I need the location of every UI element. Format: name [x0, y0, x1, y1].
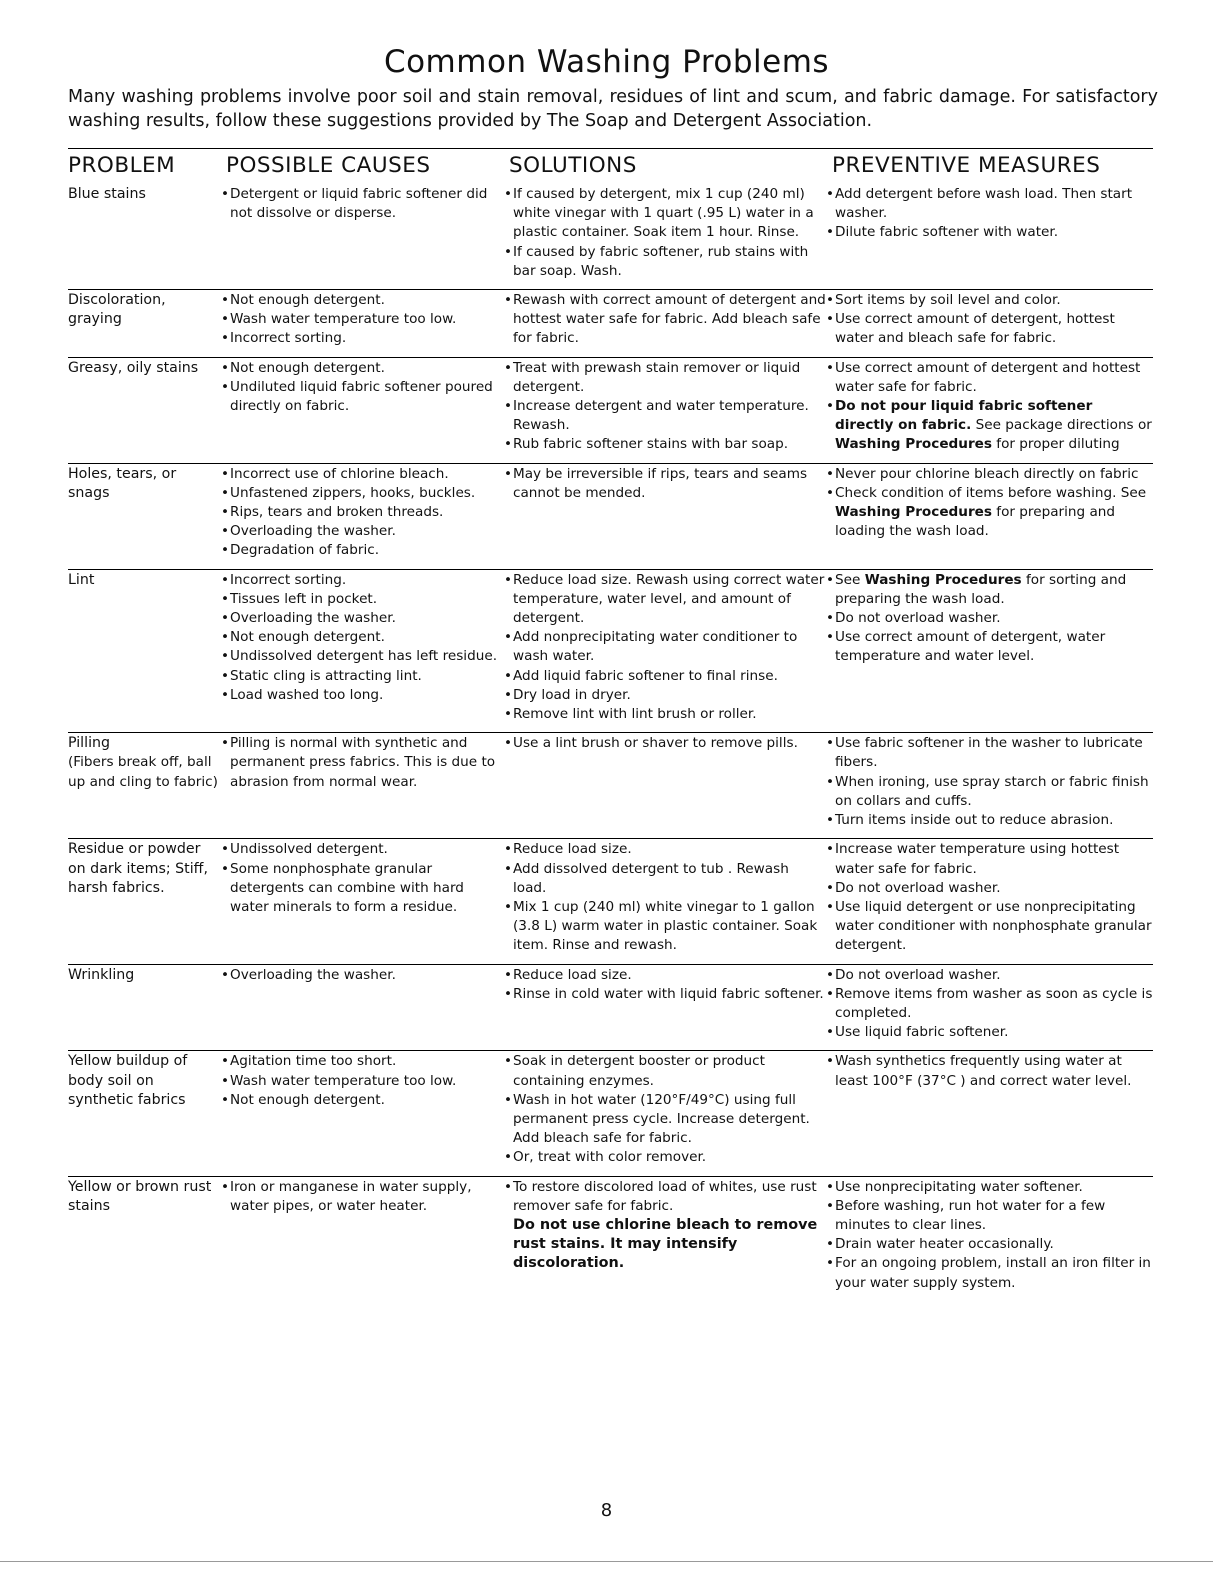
causes-cell [221, 569, 504, 733]
solution-item: • Or, treat with color remover. [504, 1148, 826, 1167]
problem-name: Discoloration, graying [68, 292, 166, 328]
problem-name: Blue stains [68, 186, 146, 202]
cause-item: • Some nonphosphate granular detergents can combine with hard water minerals to form a residue. [221, 860, 504, 918]
preventive-item: • Do not overload washer. [826, 879, 1153, 898]
cause-item: • Detergent or liquid fabric softener did not dissolve or disperse. [221, 185, 504, 223]
page-title: Common Washing Problems [383, 44, 830, 80]
preventive-cell [826, 733, 1153, 839]
solution-warning: Do not use chlorine bleach to remove rust stains. It may intensify discoloration. [513, 1216, 818, 1272]
causes-cell [221, 1176, 504, 1301]
preventive-item: • Use liquid fabric softener. [826, 1023, 1153, 1042]
preventive-item: • When ironing, use spray starch or fabric finish on collars and cuffs. [826, 773, 1153, 811]
preventive-item: • For an ongoing problem, install an iron filter in your water supply system. [826, 1254, 1153, 1292]
preventive-item: • Never pour chlorine bleach directly on fabric [826, 465, 1153, 484]
preventive-cell [826, 463, 1153, 569]
causes-cell [221, 463, 504, 569]
solution-item: • Add liquid fabric softener to final rinse. [504, 667, 826, 686]
preventive-item [826, 484, 1153, 542]
preventive-cell [826, 569, 1153, 733]
preventive-item: • Increase water temperature using hottest water safe for fabric. [826, 840, 1153, 878]
table-row [68, 357, 1153, 463]
solution-item: • Mix 1 cup (240 ml) white vinegar to 1 gallon (3.8 L) warm water in plastic container. Soak item. Rinse and rewash. [504, 898, 826, 956]
causes-cell [221, 733, 504, 839]
cause-item: • Not enough detergent. [221, 291, 504, 310]
preventive-item: • Remove items from washer as soon as cycle is completed. [826, 985, 1153, 1023]
text-span: See package directions or [971, 417, 1152, 434]
table-row [68, 184, 1153, 290]
header-preventive-measures: PREVENTIVE MEASURES [832, 153, 1101, 178]
solution-item: • Remove lint with lint brush or roller. [504, 705, 826, 724]
text-span: for sorting and preparing the wash load. [835, 571, 1127, 607]
solution-item: • To restore discolored load of whites, use rust remover safe for fabric. [504, 1178, 826, 1216]
problem-cell [68, 1051, 221, 1176]
cause-item: • Iron or manganese in water supply, water pipes, or water heater. [221, 1178, 504, 1216]
preventive-item: • Do not overload washer. [826, 609, 1153, 628]
preventive-item: • Do not overload washer. [826, 966, 1153, 985]
solution-item: • Increase detergent and water temperature. Rewash. [504, 397, 826, 435]
cause-item: • Incorrect use of chlorine bleach. [221, 465, 504, 484]
table-row [68, 964, 1153, 1051]
problem-name: Residue or powder on dark items; Stiff, harsh fabrics. [68, 841, 208, 896]
preventive-cell [826, 964, 1153, 1051]
solution-item: • May be irreversible if rips, tears and seams cannot be mended. [504, 465, 826, 503]
causes-cell [221, 184, 504, 290]
cause-item: • Incorrect sorting. [221, 571, 504, 590]
preventive-item: • Add detergent before wash load. Then start washer. [826, 185, 1153, 223]
problem-cell [68, 357, 221, 463]
preventive-item: • Use correct amount of detergent, hottest water and bleach safe for fabric. [826, 310, 1153, 348]
solutions-cell [504, 463, 826, 569]
solutions-cell [504, 1051, 826, 1176]
header-rule [68, 148, 1153, 149]
solutions-cell [504, 964, 826, 1051]
cause-item: • Load washed too long. [221, 686, 504, 705]
causes-cell [221, 290, 504, 358]
table-row [68, 733, 1153, 839]
solutions-cell [504, 839, 826, 964]
table-row [68, 463, 1153, 569]
solution-item: • Reduce load size. Rewash using correct water temperature, water level, and amount of detergent. [504, 571, 826, 629]
problem-cell [68, 463, 221, 569]
cause-item: • Overloading the washer. [221, 522, 504, 541]
preventive-cell [826, 184, 1153, 290]
cause-item: • Incorrect sorting. [221, 329, 504, 348]
solutions-cell [504, 290, 826, 358]
problem-name: Yellow or brown rust stains [68, 1178, 212, 1214]
bottom-rule [0, 1561, 1213, 1562]
table-row [68, 569, 1153, 733]
preventive-item: • Use correct amount of detergent, water temperature and water level. [826, 628, 1153, 666]
text-span: for proper diluting [991, 436, 1120, 453]
preventive-cell [826, 357, 1153, 463]
preventive-item: • Use fabric softener in the washer to lubricate fibers. [826, 734, 1153, 772]
causes-cell [221, 839, 504, 964]
preventive-item: • Dilute fabric softener with water. [826, 223, 1153, 242]
solution-item: • Rewash with correct amount of detergent and hottest water safe for fabric. Add bleach safe for fabric. [504, 291, 826, 349]
solutions-cell [504, 1176, 826, 1301]
cause-item: • Tissues left in pocket. [221, 590, 504, 609]
text-span: See [835, 571, 865, 588]
solutions-cell [504, 184, 826, 290]
problem-name: Greasy, oily stains [68, 359, 199, 376]
preventive-cell [826, 1176, 1153, 1301]
problem-cell [68, 1176, 221, 1301]
solution-item: • Treat with prewash stain remover or liquid detergent. [504, 359, 826, 397]
problem-cell [68, 569, 221, 733]
problem-name: Pilling [68, 735, 111, 752]
solutions-cell [504, 569, 826, 733]
washing-procedures-reference: Washing Procedures [835, 436, 992, 453]
problem-cell [68, 964, 221, 1051]
intro-paragraph: Many washing problems involve poor soil and stain removal, residues of lint and scum, and fabric damage. For satisfactory washing results, follow these suggestions provided by The Soap and Detergent Association. [68, 87, 1158, 131]
problems-table [68, 184, 1153, 1301]
preventive-cell [826, 839, 1153, 964]
preventive-item: • Use liquid detergent or use nonprecipitating water conditioner with nonphosphate granular detergent. [826, 898, 1153, 956]
preventive-item: • Before washing, run hot water for a few minutes to clear lines. [826, 1197, 1153, 1235]
header-solutions: SOLUTIONS [509, 153, 637, 178]
problem-note: (Fibers break off, ball up and cling to fabric) [68, 754, 218, 790]
problems-table-body [68, 184, 1153, 1301]
causes-cell [221, 357, 504, 463]
washing-procedures-reference: Washing Procedures [864, 571, 1022, 588]
page-number: 8 [600, 1500, 613, 1521]
preventive-cell [826, 290, 1153, 358]
cause-item: • Undissolved detergent. [221, 840, 504, 859]
causes-cell [221, 964, 504, 1051]
problem-name: Holes, tears, or snags [68, 465, 177, 501]
solution-item: • Soak in detergent booster or product containing enzymes. [504, 1052, 826, 1090]
preventive-item: • Sort items by soil level and color. [826, 291, 1153, 310]
cause-item: • Static cling is attracting lint. [221, 667, 504, 686]
solution-item: • Reduce load size. [504, 966, 826, 985]
preventive-item [826, 571, 1153, 609]
cause-item: • Not enough detergent. [221, 359, 504, 378]
problem-cell [68, 839, 221, 964]
solution-item: • Add nonprecipitating water conditioner to wash water. [504, 628, 826, 666]
cause-item: • Overloading the washer. [221, 609, 504, 628]
cause-item: • Undissolved detergent has left residue. [221, 647, 504, 666]
cause-item: • Agitation time too short. [221, 1052, 504, 1071]
cause-item: • Not enough detergent. [221, 628, 504, 647]
preventive-item: • Drain water heater occasionally. [826, 1235, 1153, 1254]
cause-item: • Degradation of fabric. [221, 541, 504, 560]
preventive-item: • Wash synthetics frequently using water at least 100°F (37°C ) and correct water level. [826, 1052, 1153, 1090]
table-row [68, 1176, 1153, 1301]
solution-item: • Rinse in cold water with liquid fabric softener. [504, 985, 826, 1004]
solutions-cell [504, 733, 826, 839]
preventive-item: • Use correct amount of detergent and hottest water safe for fabric. [826, 359, 1153, 397]
cause-item: • Pilling is normal with synthetic and permanent press fabrics. This is due to abrasion from normal wear. [221, 734, 504, 792]
header-problem: PROBLEM [68, 153, 176, 178]
solution-item: • If caused by detergent, mix 1 cup (240 ml) white vinegar with 1 quart (.95 L) water in a plastic container. Soak item 1 hour. Rinse. [504, 185, 826, 243]
preventive-item [826, 397, 1153, 455]
table-row [68, 839, 1153, 964]
text-span: Check condition of items before washing. See [835, 484, 1147, 501]
problem-name: Wrinkling [68, 966, 135, 983]
solution-item: • Use a lint brush or shaver to remove pills. [504, 734, 826, 753]
solution-item: • Rub fabric softener stains with bar soap. [504, 435, 826, 454]
cause-item: • Unfastened zippers, hooks, buckles. [221, 484, 504, 503]
cause-item: • Not enough detergent. [221, 1091, 504, 1110]
table-row [68, 290, 1153, 358]
problem-name: Lint [68, 571, 95, 588]
problem-cell [68, 290, 221, 358]
solution-item: • If caused by fabric softener, rub stains with bar soap. Wash. [504, 243, 826, 281]
causes-cell [221, 1051, 504, 1176]
preventive-cell [826, 1051, 1153, 1176]
preventive-item: • Turn items inside out to reduce abrasion. [826, 811, 1153, 830]
header-possible-causes: POSSIBLE CAUSES [226, 153, 431, 178]
solution-item: • Add dissolved detergent to tub . Rewash load. [504, 860, 826, 898]
solution-item: • Wash in hot water (120°F/49°C) using full permanent press cycle. Increase detergent. Add bleach safe for fabric. [504, 1091, 826, 1149]
cause-item: • Wash water temperature too low. [221, 1072, 504, 1091]
solutions-cell [504, 357, 826, 463]
problem-name: Yellow buildup of body soil on synthetic fabrics [68, 1053, 188, 1108]
washing-procedures-reference: Washing Procedures [835, 504, 992, 521]
problem-cell [68, 184, 221, 290]
cause-item: • Rips, tears and broken threads. [221, 503, 504, 522]
preventive-item: • Use nonprecipitating water softener. [826, 1178, 1153, 1197]
table-row [68, 1051, 1153, 1176]
cause-item: • Wash water temperature too low. [221, 310, 504, 329]
cause-item: • Overloading the washer. [221, 966, 504, 985]
text-span: for preparing and loading the wash load. [835, 504, 1116, 540]
cause-item: • Undiluted liquid fabric softener poured directly on fabric. [221, 378, 504, 416]
emphasis-text: Do not pour liquid fabric softener directly on fabric. [835, 398, 1093, 434]
solution-item: • Dry load in dryer. [504, 686, 826, 705]
solution-item: • Reduce load size. [504, 840, 826, 859]
problem-cell [68, 733, 221, 839]
